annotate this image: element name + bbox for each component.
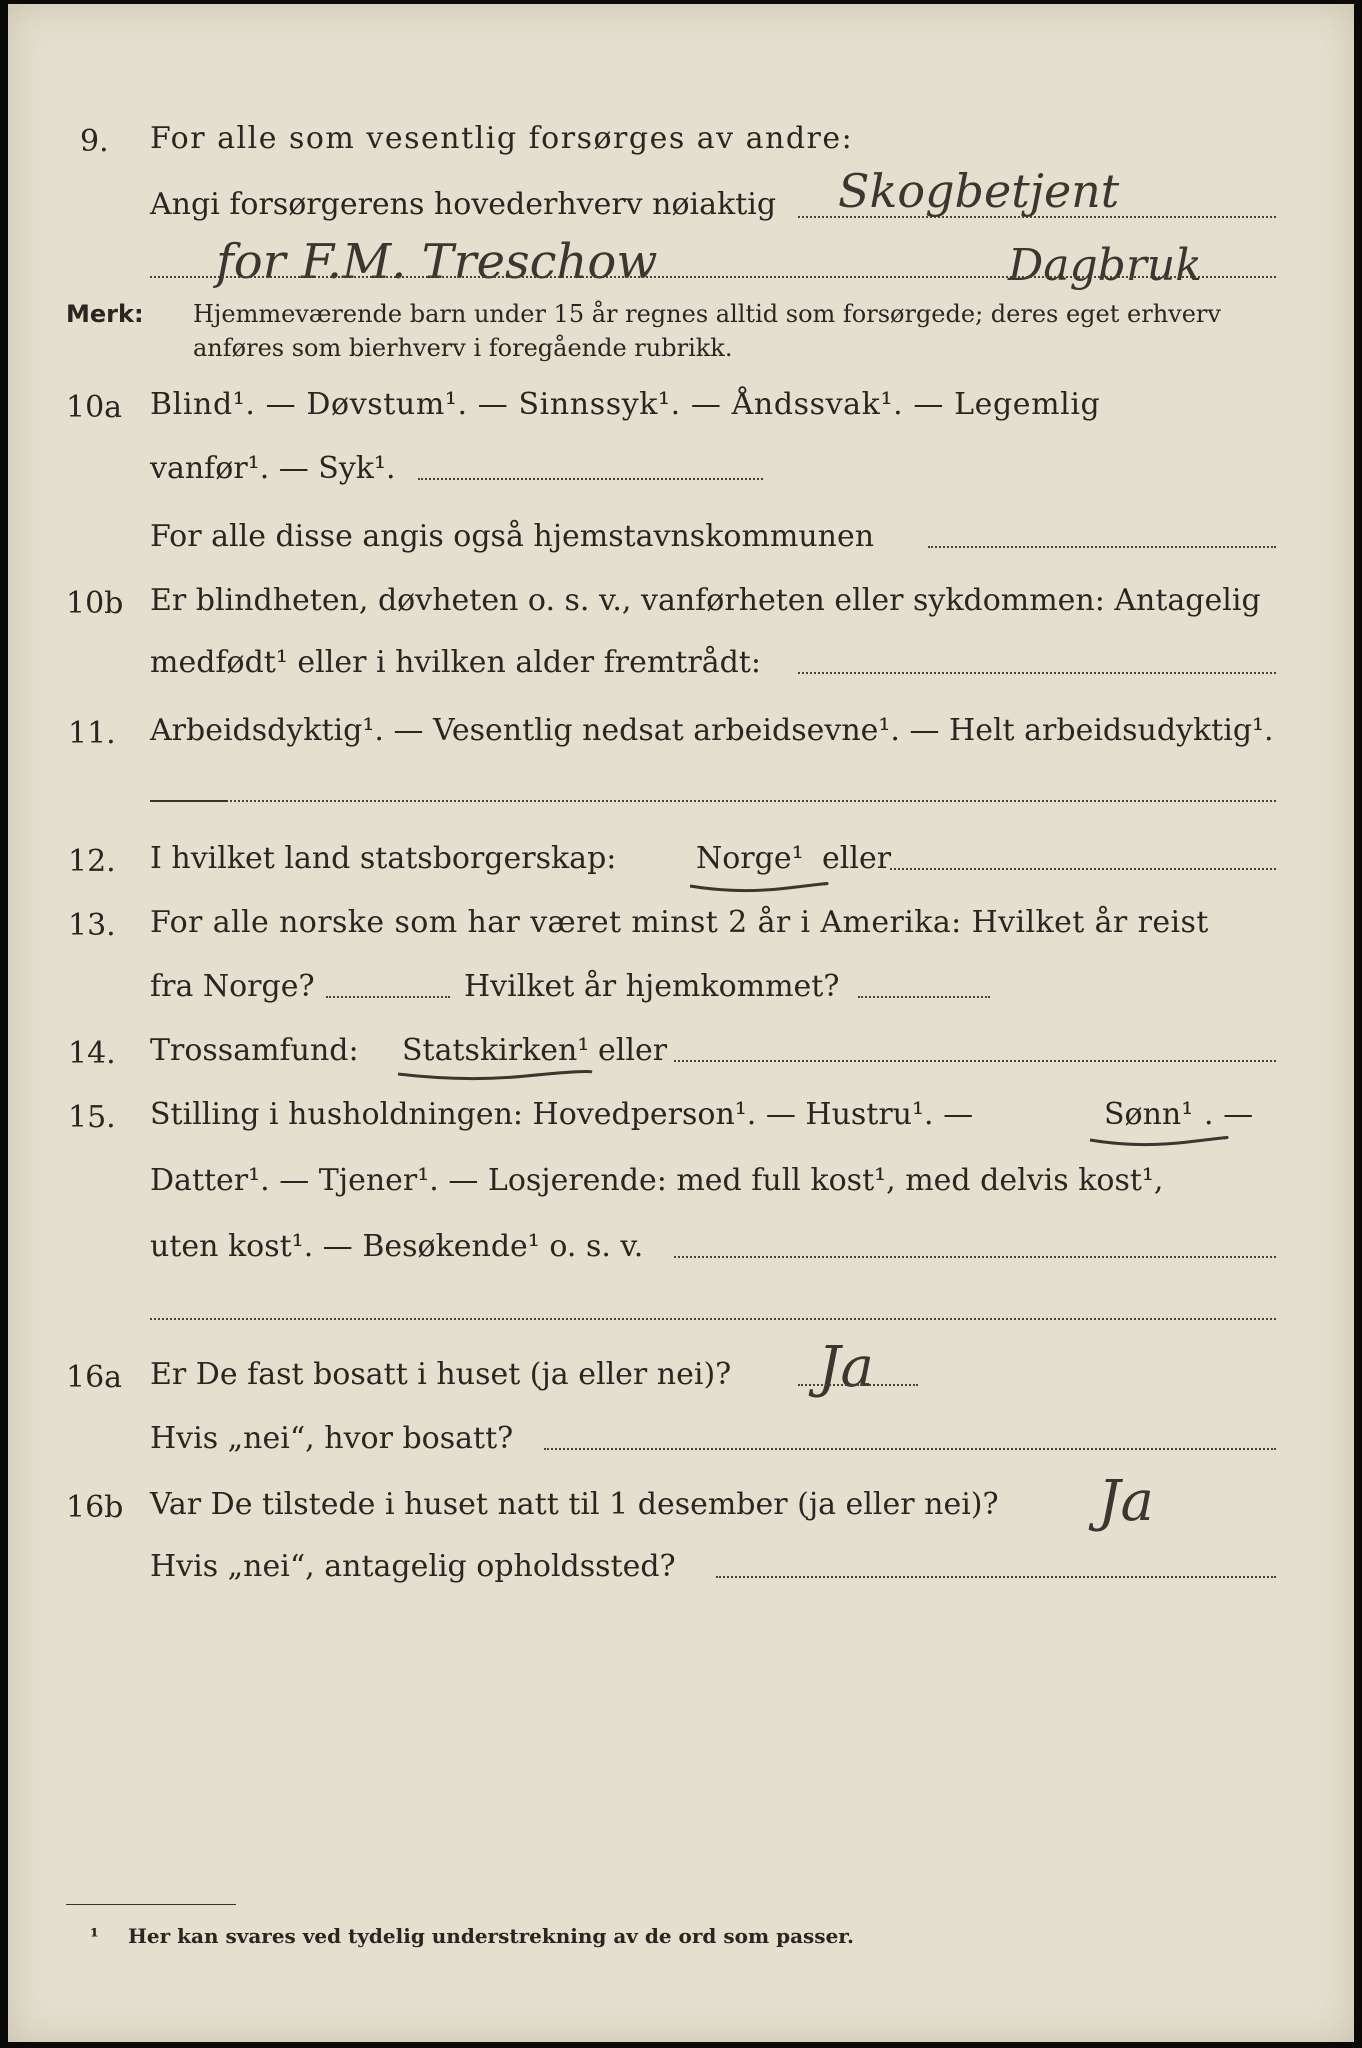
q10a-fill-line xyxy=(418,478,763,480)
footnote-rule xyxy=(66,1904,236,1905)
q13-fill-line-a xyxy=(326,996,450,998)
q16a-handwritten-answer: Ja xyxy=(818,1335,874,1400)
q15-line1: Stilling i husholdningen: Hovedperson¹. — Hustru¹. — xyxy=(150,1097,974,1132)
q16a-fill-line xyxy=(798,1384,918,1386)
q10a-number: 10a xyxy=(66,390,123,425)
q9-handwritten-occupation: Skogbetjent xyxy=(838,164,1120,218)
q12-line1: I hvilket land statsborgerskap: xyxy=(150,841,617,876)
q13-line1: For alle norske som har været minst 2 år i Amerika: Hvilket år reist xyxy=(150,905,1209,940)
q10a-line3: For alle disse angis også hjemstavnskommunen xyxy=(150,519,875,554)
q16b-line2: Hvis „nei“, antagelig opholdssted? xyxy=(150,1549,676,1584)
q10b-fill-line xyxy=(798,672,1276,674)
q16a-number: 16a xyxy=(66,1360,123,1395)
q9-handwritten-place: Dagbruk xyxy=(1008,240,1202,291)
q13-line2a: fra Norge? xyxy=(150,969,315,1004)
q9-line1: For alle som vesentlig forsørges av andre: xyxy=(150,121,854,156)
q14-number: 14. xyxy=(68,1036,116,1071)
q10b-number: 10b xyxy=(66,586,124,621)
q10b-line2: medfødt¹ eller i hvilken alder fremtrådt: xyxy=(150,645,761,680)
q13-number: 13. xyxy=(68,908,116,943)
q11-solid-line xyxy=(150,800,228,802)
q15-line1-end: . — xyxy=(1204,1097,1254,1132)
footnote-text: Her kan svares ved tydelig understrekning av de ord som passer. xyxy=(128,1924,854,1948)
q14-fill-line xyxy=(674,1060,1276,1062)
q16b-fill-line xyxy=(716,1576,1276,1578)
q15-line3: uten kost¹. — Besøkende¹ o. s. v. xyxy=(150,1229,644,1264)
q13-fill-line-b xyxy=(858,996,990,998)
merk-line1: Hjemmeværende barn under 15 år regnes alltid som forsørgede; deres eget erhverv xyxy=(193,300,1221,328)
q16b-handwritten-answer: Ja xyxy=(1098,1469,1154,1534)
q14-choice-statskirken: Statskirken¹ xyxy=(402,1033,590,1068)
q9-number: 9. xyxy=(80,124,109,159)
q11-line1: Arbeidsdyktig¹. — Vesentlig nedsat arbeidsevne¹. — Helt arbeidsudyktig¹. xyxy=(150,713,1274,748)
q12-fill-line xyxy=(890,868,1276,870)
q14-underline-ink xyxy=(396,1068,596,1088)
q14-label: Trossamfund: xyxy=(150,1033,359,1068)
q10a-fill-line-2 xyxy=(928,546,1276,548)
q9-fill-line-2 xyxy=(150,276,1276,278)
q10b-line1: Er blindheten, døvheten o. s. v., vanførheten eller sykdommen: Antagelig xyxy=(150,583,1261,618)
merk-label: Merk: xyxy=(66,300,144,328)
q15-number: 15. xyxy=(68,1100,116,1135)
q16b-line1: Var De tilstede i huset natt til 1 desember (ja eller nei)? xyxy=(150,1487,999,1522)
q16a-fill-line-2 xyxy=(544,1448,1276,1450)
q10a-line2: vanfør¹. — Syk¹. xyxy=(150,451,396,486)
q13-line2b: Hvilket år hjemkommet? xyxy=(464,969,840,1004)
q16b-number: 16b xyxy=(66,1490,124,1525)
q15-fill-line xyxy=(674,1256,1276,1258)
q15-line2: Datter¹. — Tjener¹. — Losjerende: med full kost¹, med delvis kost¹, xyxy=(150,1163,1164,1198)
footnote-mark: ¹ xyxy=(90,1924,99,1948)
q14-eller: eller xyxy=(598,1033,668,1068)
census-form-page xyxy=(8,4,1354,2042)
q11-fill-line xyxy=(230,800,1276,802)
q9-line2: Angi forsørgerens hovederhverv nøiaktig xyxy=(150,187,777,222)
q10a-line1: Blind¹. — Døvstum¹. — Sinnssyk¹. — Åndssvak¹. — Legemlig xyxy=(150,387,1101,422)
q12-eller: eller xyxy=(822,841,892,876)
q12-choice-norge: Norge¹ xyxy=(696,841,804,876)
q16a-line2: Hvis „nei“, hvor bosatt? xyxy=(150,1421,514,1456)
q12-underline-ink xyxy=(688,876,828,896)
q12-number: 12. xyxy=(68,844,116,879)
q15-choice-sonn: Sønn¹ xyxy=(1104,1097,1194,1132)
q9-handwritten-employer: for F.M. Treschow xyxy=(216,234,658,290)
q15-underline-ink xyxy=(1088,1132,1228,1152)
q15-fill-line-2 xyxy=(150,1318,1276,1320)
merk-line2: anføres som bierhverv i foregående rubrikk. xyxy=(193,334,733,362)
q16a-line1: Er De fast bosatt i huset (ja eller nei)? xyxy=(150,1357,732,1392)
q11-number: 11. xyxy=(68,716,116,751)
